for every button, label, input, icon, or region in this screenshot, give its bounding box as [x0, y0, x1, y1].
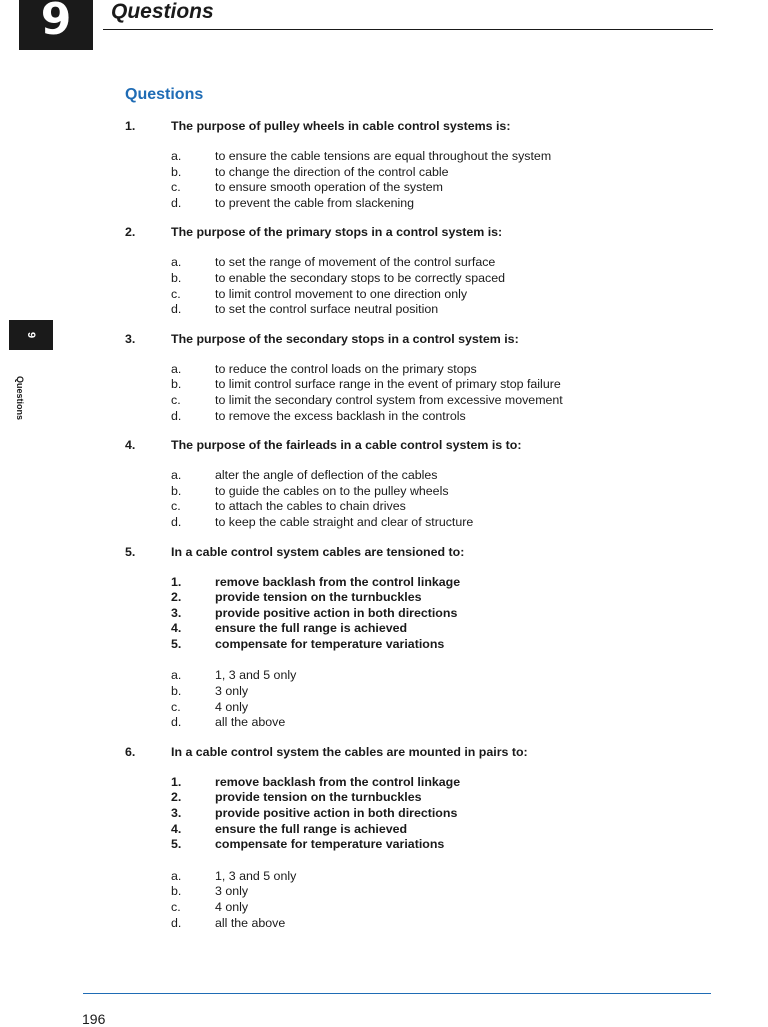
- answer-option: [125, 700, 725, 716]
- question-stem: [125, 332, 725, 348]
- option-letter: b.: [171, 164, 182, 179]
- option-letter: d.: [171, 302, 182, 317]
- statement-number: 2.: [171, 590, 182, 605]
- option-letter: a.: [171, 149, 182, 163]
- statement-item: [125, 606, 725, 622]
- answer-option: [125, 271, 725, 287]
- option-text: alter the angle of deflection of the cables: [215, 468, 438, 483]
- option-text: to set the control surface neutral position: [215, 302, 439, 317]
- statement-item: [125, 621, 725, 637]
- side-tab: [9, 320, 53, 350]
- question-number: 5.: [125, 544, 136, 559]
- statement-number: 4.: [171, 621, 182, 636]
- option-text: to set the range of movement of the control surface: [215, 255, 496, 270]
- page-number: 196: [82, 1011, 106, 1027]
- answer-option: [125, 393, 725, 409]
- option-text: 4 only: [215, 900, 249, 914]
- answer-option: [125, 668, 725, 684]
- statement-text: provide tension on the turnbuckles: [215, 590, 422, 605]
- option-text: to attach the cables to chain drives: [215, 499, 406, 514]
- statement-item: [125, 775, 725, 791]
- option-text: to ensure the cable tensions are equal throughout the system: [215, 149, 552, 163]
- answer-option: [125, 715, 725, 731]
- statement-text: provide positive action in both directions: [215, 806, 458, 821]
- answer-option: [125, 884, 725, 900]
- option-text: to prevent the cable from slackening: [215, 195, 415, 210]
- statement-text: ensure the full range is achieved: [215, 621, 408, 636]
- option-text: to ensure smooth operation of the system: [215, 180, 443, 195]
- option-letter: b.: [171, 377, 182, 392]
- statement-text: provide tension on the turnbuckles: [215, 790, 422, 805]
- option-text: to limit control movement to one direction only: [215, 286, 468, 301]
- option-text: to reduce the control loads on the primary stops: [215, 361, 477, 376]
- answer-options: [125, 362, 725, 424]
- statement-item: [125, 590, 725, 606]
- option-text: 1, 3 and 5 only: [215, 668, 297, 683]
- option-text: all the above: [215, 715, 286, 730]
- option-text: all the above: [215, 915, 286, 930]
- statement-list: [125, 775, 725, 853]
- statement-number: 5.: [171, 837, 182, 852]
- question-stem: [125, 438, 725, 454]
- answer-option: [125, 499, 725, 515]
- statement-text: compensate for temperature variations: [215, 837, 445, 852]
- statement-number: 4.: [171, 821, 182, 836]
- question-number: 4.: [125, 438, 136, 453]
- question-3: [125, 332, 725, 424]
- question-5: [125, 545, 725, 731]
- question-text: The purpose of the primary stops in a control system is:: [171, 225, 503, 240]
- statement-number: 2.: [171, 790, 182, 805]
- chapter-number-box: [19, 0, 93, 50]
- question-text: In a cable control system the cables are mounted in pairs to:: [171, 744, 528, 759]
- answer-option: [125, 869, 725, 885]
- option-letter: b.: [171, 270, 182, 285]
- statement-text: remove backlash from the control linkage: [215, 574, 461, 589]
- question-stem: [125, 119, 725, 135]
- option-letter: c.: [171, 392, 181, 407]
- option-text: to limit the secondary control system from excessive movement: [215, 392, 563, 407]
- question-stem: [125, 545, 725, 561]
- option-letter: a.: [171, 868, 182, 883]
- option-text: to keep the cable straight and clear of structure: [215, 514, 474, 529]
- side-tab-number: 9: [25, 331, 37, 339]
- answer-option: [125, 149, 725, 165]
- option-letter: b.: [171, 483, 182, 498]
- statement-number: 3.: [171, 806, 182, 821]
- statement-item: [125, 637, 725, 653]
- statement-text: ensure the full range is achieved: [215, 821, 408, 836]
- answer-option: [125, 287, 725, 303]
- option-letter: c.: [171, 499, 181, 514]
- option-letter: d.: [171, 715, 182, 730]
- statement-number: 3.: [171, 605, 182, 620]
- option-letter: a.: [171, 255, 182, 270]
- side-tab-label: Questions: [15, 376, 25, 421]
- answer-option: [125, 377, 725, 393]
- answer-option: [125, 900, 725, 916]
- answer-option: [125, 916, 725, 932]
- statement-item: [125, 790, 725, 806]
- answer-option: [125, 484, 725, 500]
- option-letter: c.: [171, 286, 181, 301]
- answer-option: [125, 515, 725, 531]
- option-letter: a.: [171, 361, 182, 376]
- option-text: 4 only: [215, 699, 249, 714]
- statement-item: [125, 822, 725, 838]
- question-4: [125, 438, 725, 530]
- statement-number: 1.: [171, 574, 182, 589]
- option-letter: b.: [171, 684, 182, 699]
- option-text: to enable the secondary stops to be correctly spaced: [215, 270, 505, 285]
- option-letter: c.: [171, 699, 181, 714]
- footer-rule: [83, 993, 711, 994]
- option-text: to change the direction of the control cable: [215, 164, 449, 179]
- statement-item: [125, 806, 725, 822]
- question-2: [125, 225, 725, 317]
- answer-options: [125, 149, 725, 211]
- question-number: 6.: [125, 744, 136, 759]
- question-text: The purpose of pulley wheels in cable control systems is:: [171, 119, 511, 133]
- question-text: In a cable control system cables are tensioned to:: [171, 544, 465, 559]
- option-text: 1, 3 and 5 only: [215, 868, 297, 883]
- option-letter: d.: [171, 408, 182, 423]
- statement-text: remove backlash from the control linkage: [215, 774, 461, 789]
- question-number: 3.: [125, 331, 136, 346]
- answer-option: [125, 684, 725, 700]
- option-text: to remove the excess backlash in the controls: [215, 408, 466, 423]
- question-stem: [125, 225, 725, 241]
- answer-options: [125, 468, 725, 530]
- question-6: [125, 745, 725, 931]
- answer-option: [125, 255, 725, 271]
- answer-option: [125, 409, 725, 425]
- statement-text: provide positive action in both directions: [215, 605, 458, 620]
- option-text: to limit control surface range in the event of primary stop failure: [215, 377, 561, 392]
- question-text: The purpose of the secondary stops in a control system is:: [171, 331, 519, 346]
- statement-number: 5.: [171, 636, 182, 651]
- answer-option: [125, 362, 725, 378]
- option-letter: d.: [171, 195, 182, 210]
- questions-list: [125, 119, 725, 931]
- option-letter: a.: [171, 468, 182, 483]
- option-letter: c.: [171, 900, 181, 914]
- option-letter: d.: [171, 514, 182, 529]
- answer-option: [125, 302, 725, 318]
- option-letter: a.: [171, 668, 182, 683]
- question-number: 1.: [125, 119, 136, 133]
- answer-options: [125, 869, 725, 931]
- statement-text: compensate for temperature variations: [215, 636, 445, 651]
- statement-list: [125, 575, 725, 653]
- section-title: Questions: [125, 86, 204, 103]
- question-1: [125, 119, 725, 211]
- statement-number: 1.: [171, 774, 182, 789]
- option-text: 3 only: [215, 884, 249, 899]
- question-text: The purpose of the fairleads in a cable control system is to:: [171, 438, 522, 453]
- option-letter: b.: [171, 884, 182, 899]
- option-text: 3 only: [215, 684, 249, 699]
- header-title: Questions: [111, 0, 214, 23]
- option-text: to guide the cables on to the pulley wheels: [215, 483, 449, 498]
- answer-option: [125, 468, 725, 484]
- answer-option: [125, 165, 725, 181]
- option-letter: c.: [171, 180, 181, 195]
- answer-options: [125, 668, 725, 730]
- question-number: 2.: [125, 225, 136, 240]
- answer-option: [125, 196, 725, 212]
- statement-item: [125, 837, 725, 853]
- answer-option: [125, 180, 725, 196]
- option-letter: d.: [171, 915, 182, 930]
- statement-item: [125, 575, 725, 591]
- chapter-number: 9: [40, 0, 72, 45]
- header-rule: [103, 29, 713, 30]
- answer-options: [125, 255, 725, 317]
- question-stem: [125, 745, 725, 761]
